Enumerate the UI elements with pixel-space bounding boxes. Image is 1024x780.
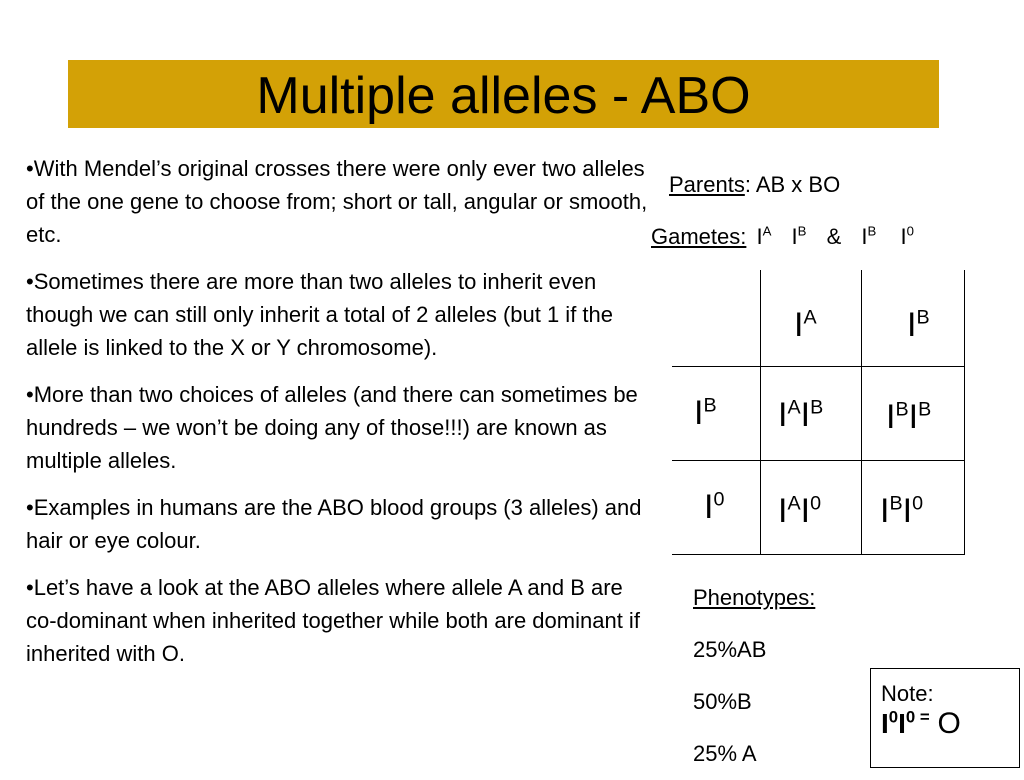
grid-line <box>672 554 965 555</box>
phenotypes-block <box>693 572 815 780</box>
bullet-item: •Sometimes there are more than two alleles to inherit even though we can still only inherit a total of 2 alleles (but 1 if the allele is linked to the X or Y chromosome). <box>26 269 614 360</box>
punnett-cell-a0: $I^AI^0$ <box>778 492 822 530</box>
parents-value: : AB x BO <box>744 172 841 197</box>
bullet-item: •More than two choices of alleles (and there can sometimes be hundreds – we won’t be doing any of those!!!) are known as multiple alleles. <box>26 382 638 473</box>
bullet-item: •With Mendel’s original crosses there were only ever two alleles of the one gene to choose from; short or tall, angular or smooth, etc. <box>26 156 648 247</box>
phenotype-item: 50%B <box>693 689 752 714</box>
note-formula: $I^0I^{0 =}$ O <box>881 707 961 740</box>
phenotype-item: 25% A <box>693 741 757 766</box>
note-box <box>870 668 1020 768</box>
bullet-item: •Let’s have a look at the ABO alleles where allele A and B are co-dominant when inherited together while both are dominant if inherited with O. <box>26 575 640 666</box>
phenotype-item: 25%AB <box>693 637 767 662</box>
gamete-2: $I^B$ <box>791 223 807 249</box>
grid-line <box>760 270 761 555</box>
punnett-square <box>672 270 972 555</box>
phenotypes-label: Phenotypes: <box>693 585 816 610</box>
grid-line <box>672 460 965 461</box>
punnett-cell-b0: $I^BI^0$ <box>880 492 924 530</box>
note-label: Note: <box>881 681 934 706</box>
grid-line <box>964 270 965 555</box>
parents-line <box>669 172 840 198</box>
grid-line <box>861 270 862 555</box>
slide-title: Multiple alleles - ABO <box>256 67 751 125</box>
grid-line <box>672 366 965 367</box>
punnett-cell-bb: $I^BI^B$ <box>886 398 932 436</box>
gamete-3: $I^B$ <box>861 223 877 249</box>
gametes-line <box>651 224 914 250</box>
column-header-a: $I^A$ <box>794 306 817 344</box>
row-header-0: $I^0$ <box>704 488 725 526</box>
parents-label: Parents <box>669 172 745 197</box>
gamete-4: $I^0$ <box>900 223 914 249</box>
column-header-b: $I^B$ <box>907 306 930 344</box>
bullet-item: •Examples in humans are the ABO blood groups (3 alleles) and hair or eye colour. <box>26 495 642 553</box>
punnett-cell-ab: $I^AI^B$ <box>778 396 824 434</box>
gametes-label: Gametes: <box>651 224 747 249</box>
note-result: O <box>937 707 961 740</box>
bullet-list <box>26 152 651 684</box>
gametes-ampersand: & <box>826 224 842 249</box>
row-header-b: $I^B$ <box>694 394 717 432</box>
gamete-1: $I^A$ <box>756 223 772 249</box>
